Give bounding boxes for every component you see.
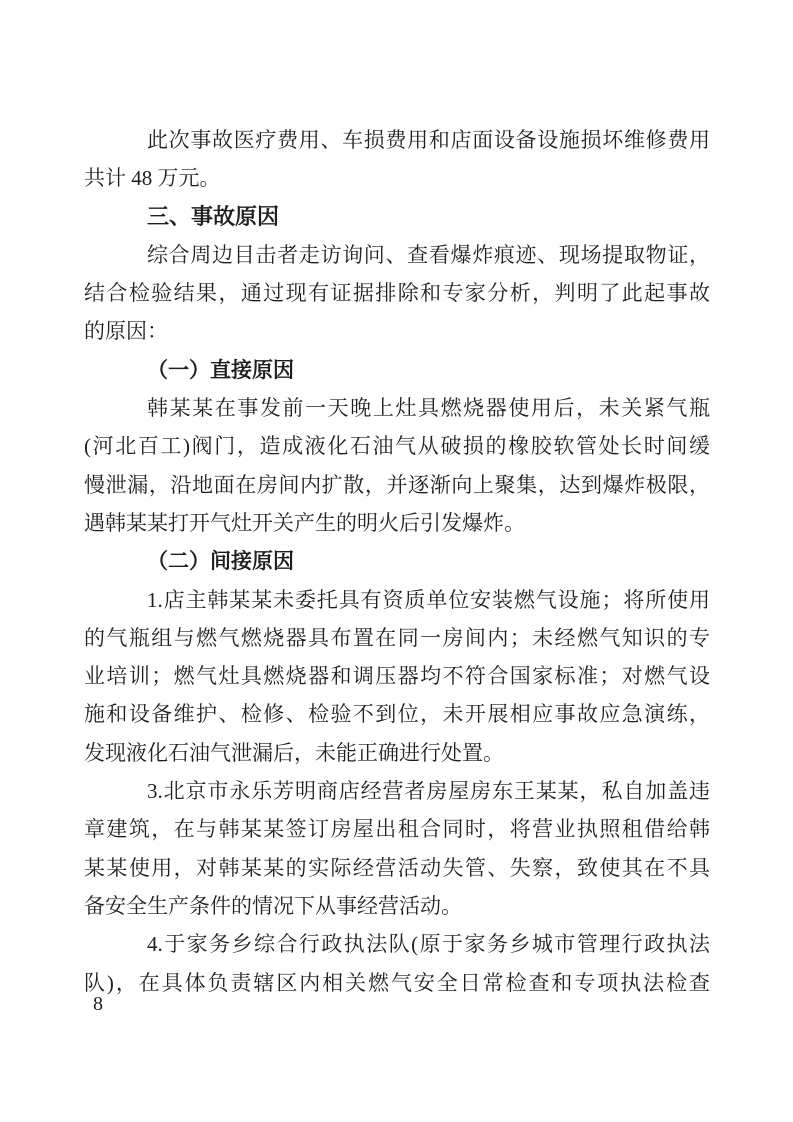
text-line: 综合周边目击者走访询问、查看爆炸痕迹、现场提取物证， xyxy=(147,242,710,267)
text-line: (河北百工)阀门，造成液化石油气从破损的橡胶软管处长时间缓 xyxy=(84,434,710,459)
text-line: 章建筑，在与韩某某签订房屋出租合同时，将营业执照租借给韩 xyxy=(84,817,710,842)
section-heading: 三、事故原因 xyxy=(147,203,280,229)
text-line: 的原因： xyxy=(84,319,168,344)
text-line: 的气瓶组与燃气燃烧器具布置在同一房间内；未经燃气知识的专 xyxy=(84,625,710,650)
text-line: 施和设备维护、检修、检验不到位，未开展相应事故应急演练， xyxy=(84,702,710,727)
text-line: 队)，在具体负责辖区内相关燃气安全日常检查和专项执法检查 xyxy=(84,970,710,995)
text-line: 3.北京市永乐芳明商店经营者房屋房东王某某，私自加盖违 xyxy=(147,779,710,804)
text-line: 1.店主韩某某未委托具有资质单位安装燃气设施；将所使用 xyxy=(147,587,710,612)
text-line: 遇韩某某打开气灶开关产生的明火后引发爆炸。 xyxy=(84,510,525,535)
document-body xyxy=(84,121,710,1002)
text-line: 某某使用，对韩某某的实际经营活动失管、失察，致使其在不具 xyxy=(84,855,710,880)
subsection-heading: （一）直接原因 xyxy=(147,357,294,382)
page-number: 8 xyxy=(93,993,103,1015)
text-line: 发现液化石油气泄漏后，未能正确进行处置。 xyxy=(84,740,504,765)
text-line: 备安全生产条件的情况下从事经营活动。 xyxy=(84,893,462,918)
text-line: 结合检验结果，通过现有证据排除和专家分析，判明了此起事故 xyxy=(84,281,710,306)
text-line: 4.于家务乡综合行政执法队(原于家务乡城市管理行政执法 xyxy=(147,932,710,957)
text-line: 慢泄漏，沿地面在房间内扩散，并逐渐向上聚集，达到爆炸极限， xyxy=(84,472,710,497)
text-line: 共计 48 万元。 xyxy=(84,166,221,191)
text-line: 业培训；燃气灶具燃烧器和调压器均不符合国家标准；对燃气设 xyxy=(84,664,710,689)
subsection-heading: （二）间接原因 xyxy=(147,549,294,574)
text-line: 韩某某在事发前一天晚上灶具燃烧器使用后，未关紧气瓶 xyxy=(147,396,710,421)
text-line: 此次事故医疗费用、车损费用和店面设备设施损坏维修费用 xyxy=(147,128,710,152)
